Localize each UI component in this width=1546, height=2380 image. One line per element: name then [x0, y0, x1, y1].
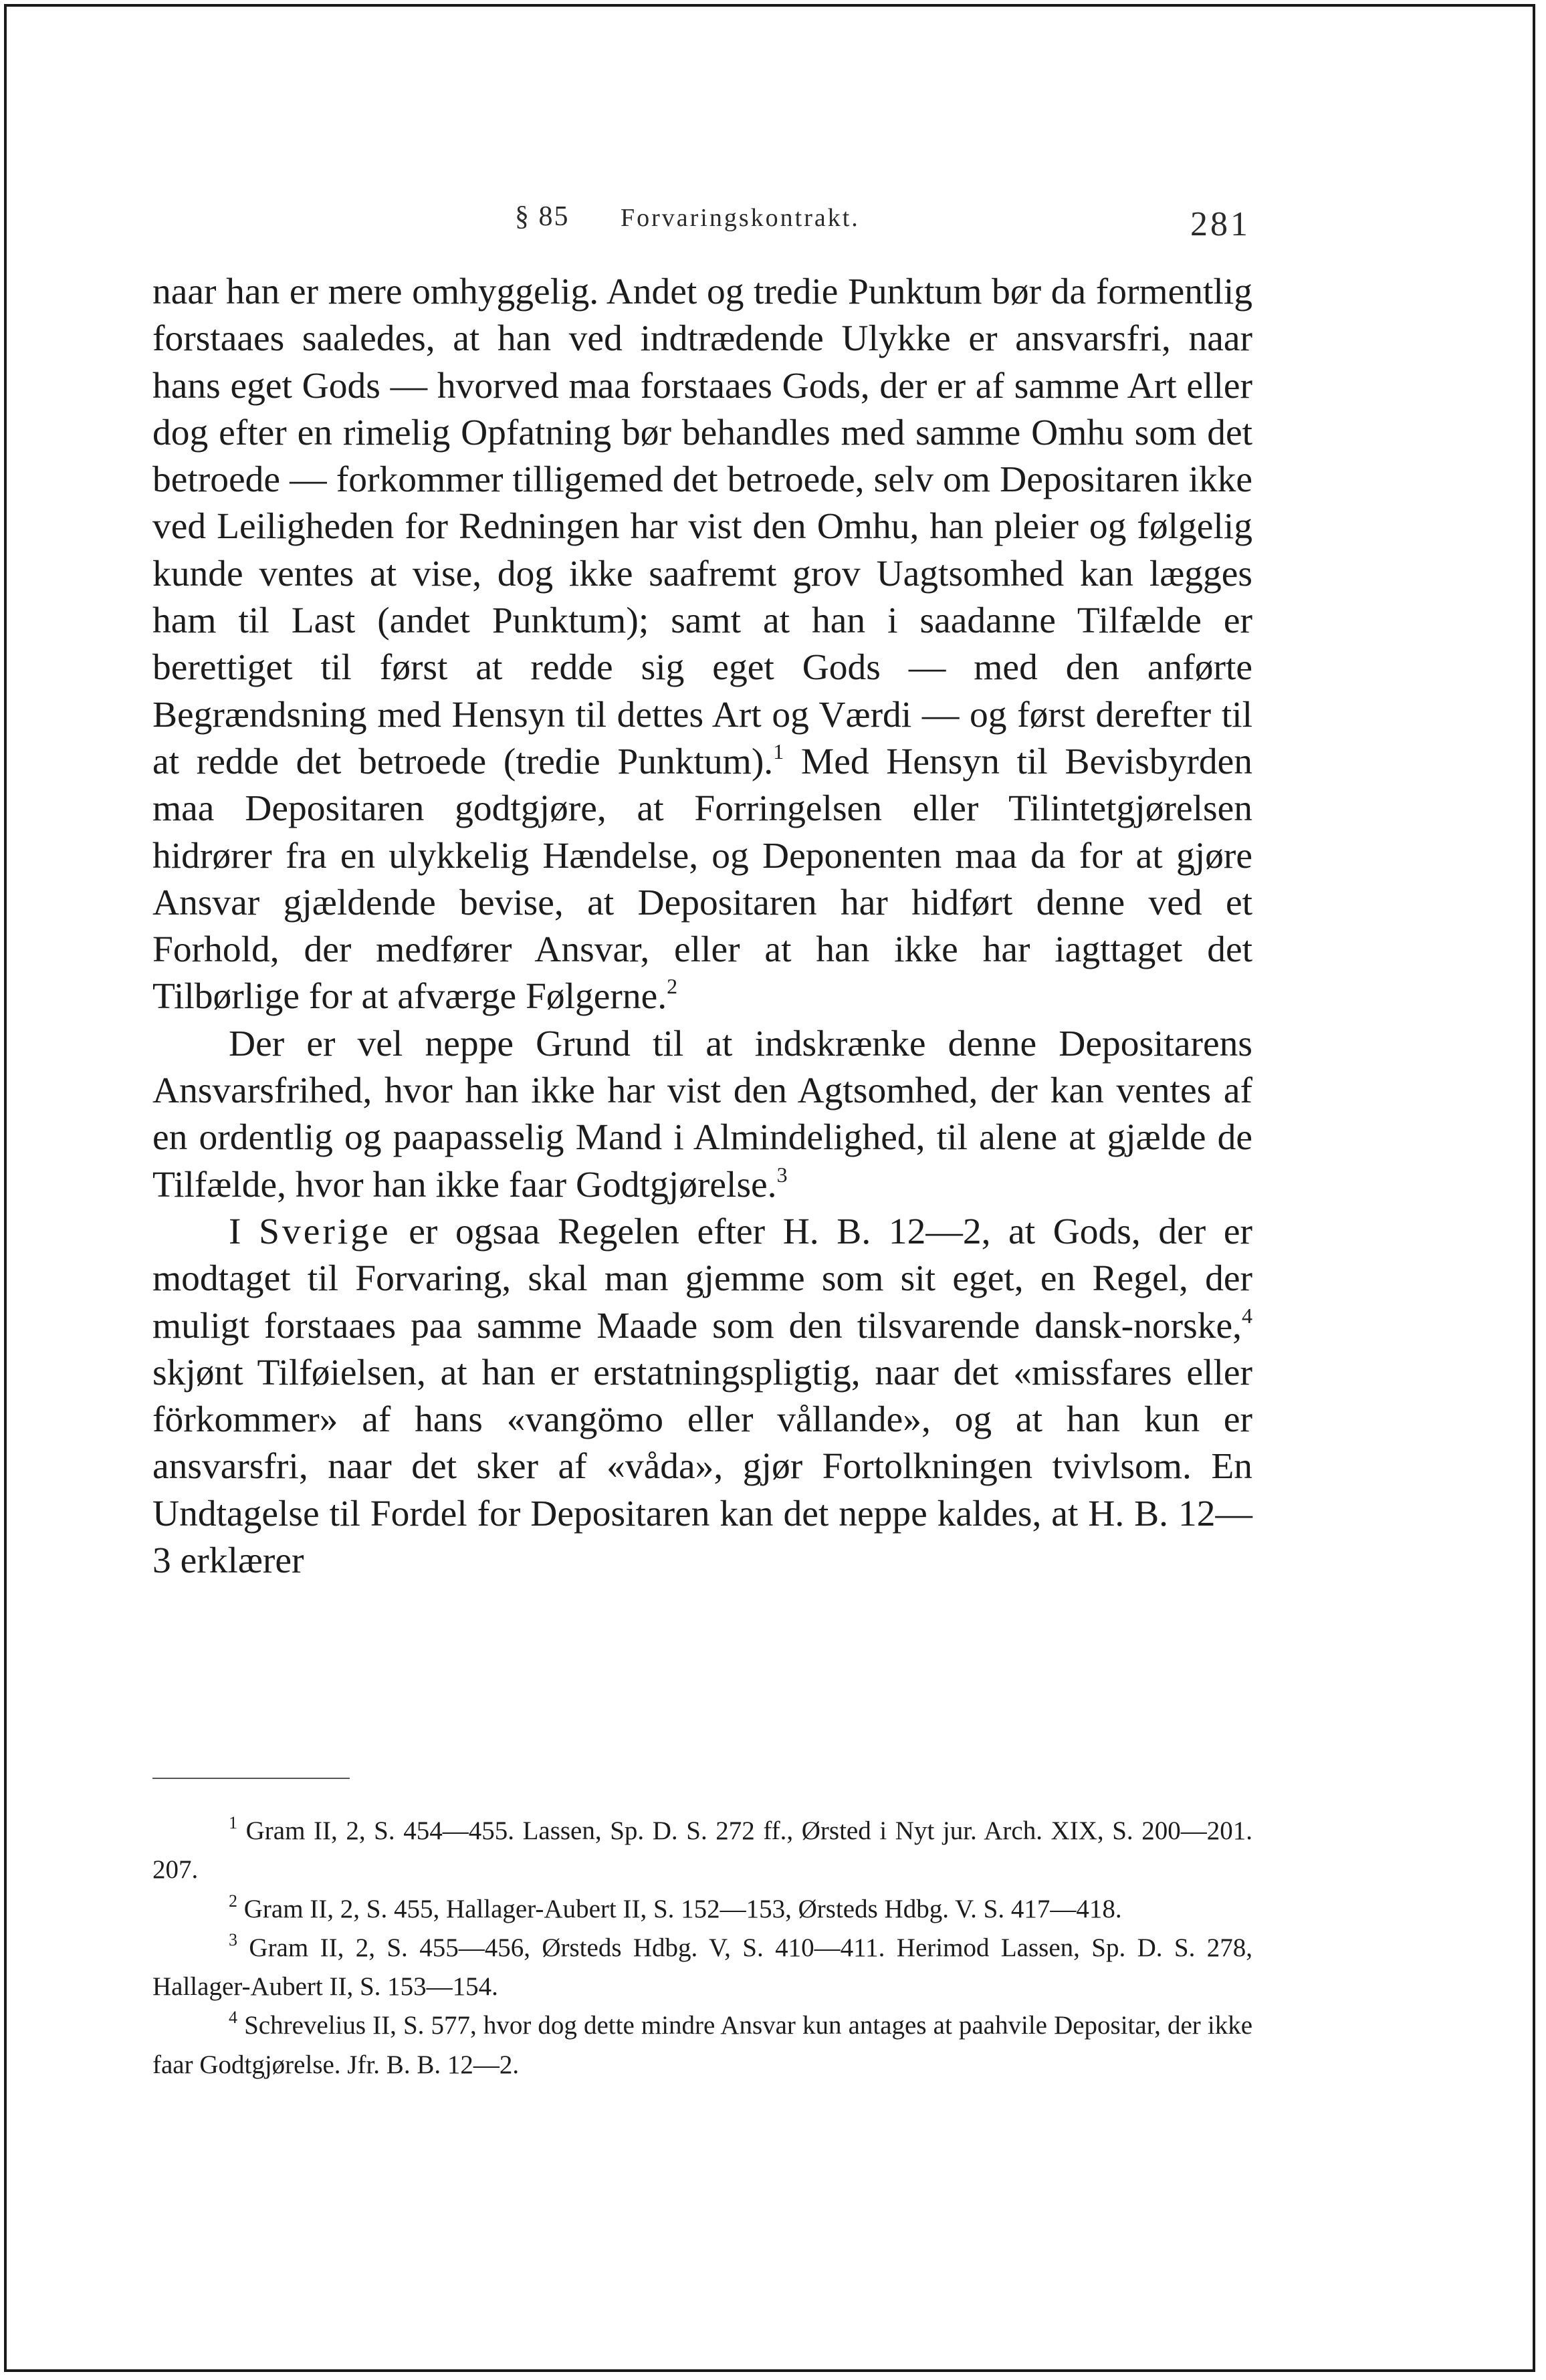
paragraph-3-start: I: [229, 1211, 259, 1252]
paragraph-1-text-b: Med Hensyn til Bevisbyrden maa Depositaren godtgjøre, at Forringelsen eller Tilintetgjørelsen hidrører fra en ulykkelig Hændelse, og Deponenten maa da for at gjøre Ansvar gjældende bevise, at Depositaren har hidført denne ved et Forhold, der medfører Ansvar, eller at han ikke har iagttaget det Tilbørlige for at afværge Følgerne.: [152, 741, 1252, 1018]
footnote-2-mark: 2: [229, 1891, 237, 1911]
footnote-4-text: Schrevelius II, S. 577, hvor dog dette mindre Ansvar kun antages at paahvile Depositar, der ikke faar Godtgjørelse. Jfr. B. B. 12—2.: [152, 2011, 1253, 2079]
footnote-3-mark: 3: [229, 1929, 237, 1949]
footnote-ref-1: 1: [773, 739, 784, 763]
footnote-4-mark: 4: [229, 2008, 237, 2028]
footnote-ref-2: 2: [667, 974, 678, 999]
footnote-2: [152, 1890, 1252, 1929]
paragraph-3-text-b: skjønt Tilføielsen, at han er erstatningspligtig, naar det «missfares eller förkommer» af hans «vangömo eller vållande», og at han kun er ansvarsfri, naar det sker af «våda», gjør Fortolkningen tvivlsom. En Undtagelse til Fordel for Depositaren kan det neppe kaldes, at H. B. 12—3 erklærer: [152, 1352, 1252, 1582]
footnote-ref-4: 4: [1242, 1303, 1252, 1328]
footnote-1-mark: 1: [229, 1813, 237, 1832]
running-title: Forvaringskontrakt.: [621, 204, 860, 232]
body-text: [152, 269, 1252, 1584]
paragraph-3-text-a: er ogsaa Regelen efter H. B. 12—2, at Gods, der er modtaget til Forvaring, skal man gjemme som sit eget, en Regel, der muligt forstaaes paa samme Maade som den tilsvarende dansk-norske,: [152, 1211, 1253, 1346]
footnote-2-text: Gram II, 2, S. 455, Hallager-Aubert II, S. 152—153, Ørsteds Hdbg. V. S. 417—418.: [243, 1894, 1122, 1923]
section-number: § 85: [515, 201, 570, 232]
paragraph-3-country: Sverige: [259, 1211, 391, 1252]
footnote-1-text: Gram II, 2, S. 454—455. Lassen, Sp. D. S. 272 ff., Ørsted i Nyt jur. Arch. XIX, S. 200—201. 207.: [152, 1816, 1253, 1885]
paragraph-3: [152, 1209, 1252, 1584]
footnote-3: [152, 1929, 1252, 2007]
footnotes: [152, 1812, 1252, 2085]
footnote-1: [152, 1812, 1252, 1890]
book-page: [4, 4, 1535, 2372]
paragraph-2-text: Der er vel neppe Grund til at indskrænke denne Depositarens Ansvarsfrihed, hvor han ikke har vist den Agtsomhed, der kan ventes af en ordentlig og paapasselig Mand i Almindelighed, til alene at gjælde de Tilfælde, hvor han ikke faar Godtgjørelse.: [152, 1023, 1252, 1205]
footnote-ref-3: 3: [776, 1162, 788, 1187]
paragraph-1: [152, 269, 1252, 1021]
footnote-divider: [152, 1778, 350, 1779]
paragraph-1-text-a: naar han er mere omhyggelig. Andet og tredie Punktum bør da formentlig forstaaes saaledes, at han ved indtrædende Ulykke er ansvarsfri, naar hans eget Gods — hvorved maa forstaaes Gods, der er af samme Art eller dog efter en rimelig Opfatning bør behandles med samme Omhu som det betroede — forkommer tilligemed det betroede, selv om Depositaren ikke ved Leiligheden for Redningen har vist den Omhu, han pleier og følgelig kunde ventes at vise, dog ikke saafremt grov Uagtsomhed kan lægges ham til Last (andet Punktum); samt at han i saadanne Tilfælde er berettiget til først at redde sig eget Gods — med den anførte Begrændsning med Hensyn til dettes Art og Værdi — og først derefter til at redde det betroede (tredie Punktum).: [152, 271, 1252, 782]
footnote-4: [152, 2006, 1252, 2085]
running-header: [7, 201, 1533, 254]
footnote-3-text: Gram II, 2, S. 455—456, Ørsteds Hdbg. V, S. 410—411. Herimod Lassen, Sp. D. S. 278, Hallager-Aubert II, S. 153—154.: [152, 1933, 1253, 2002]
paragraph-2: [152, 1021, 1252, 1209]
page-number: 281: [1190, 205, 1250, 243]
